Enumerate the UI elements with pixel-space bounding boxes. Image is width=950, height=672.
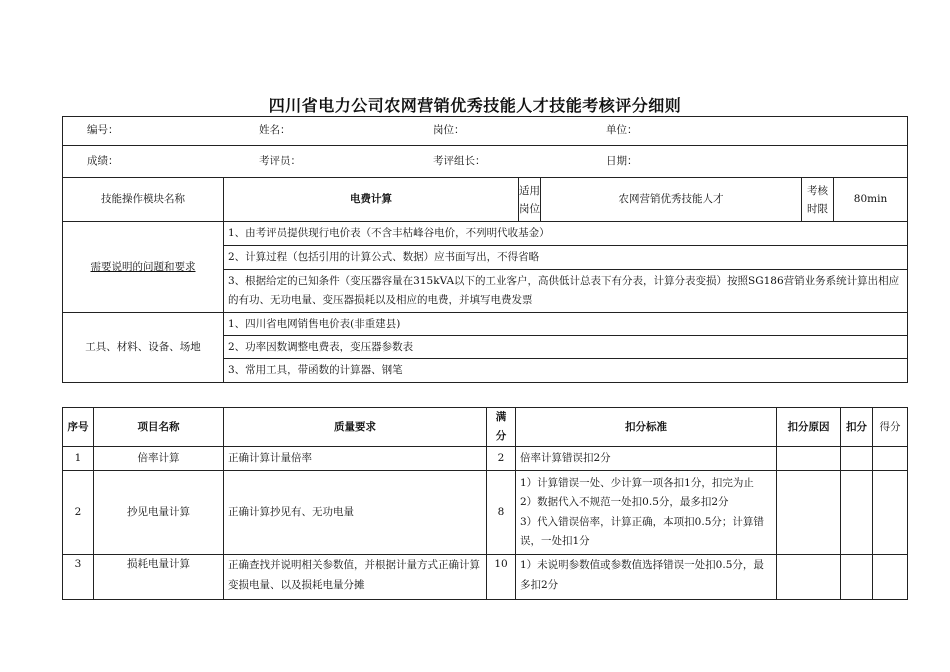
post-label: 适用 岗位	[519, 178, 541, 222]
tools-label: 工具、材料、设备、场地	[63, 313, 224, 383]
tools-item: 2、功率因数调整电费表，变压器参数表	[224, 336, 908, 359]
row-deduct-points	[841, 447, 873, 471]
row-deduct-points	[841, 471, 873, 555]
row-score	[873, 447, 908, 471]
header-deduct-reason: 扣分原因	[777, 408, 841, 447]
row-deduct: 倍率计算错误扣2分	[516, 447, 777, 471]
row-no: 2	[63, 471, 94, 555]
unit-field-label: 单位：	[606, 124, 638, 136]
row-deduct-points	[841, 555, 873, 600]
module-value: 电费计算	[224, 178, 519, 222]
tools-row-1	[63, 313, 908, 336]
row-no: 3	[63, 555, 94, 600]
table-row	[63, 447, 908, 471]
row-quality: 正确计算计量倍率	[224, 447, 487, 471]
table-row	[63, 471, 908, 555]
row-reason	[777, 447, 841, 471]
header-table	[62, 116, 908, 383]
row-deduct: 1）计算错误一处、少计算一项各扣1分，扣完为止 2）数据代入不规范一处扣0.5分，最多扣2分 3）代入错误倍率，计算正确，本项扣0.5分；计算错误，一处扣1分	[516, 471, 777, 555]
row-item: 损耗电量计算	[94, 555, 224, 600]
header-no: 序号	[63, 408, 94, 447]
tools-item: 3、常用工具，带函数的计算器、钢笔	[224, 359, 908, 383]
requirement-item: 3、根据给定的已知条件（变压器容量在315kVA以下的工业客户，高供低计总表下有分表，计算分表变损）按照SG186营销业务系统计算出相应的有功、无功电量、变压器损耗以及相应的电费，并填写电费发票	[224, 270, 908, 313]
name-field-label: 姓名：	[259, 124, 291, 136]
page-title: 四川省电力公司农网营销优秀技能人才技能考核评分细则	[268, 96, 682, 115]
row-reason	[777, 555, 841, 600]
row-quality: 正确计算抄见有、无功电量	[224, 471, 487, 555]
row-score	[873, 555, 908, 600]
row-item: 倍率计算	[94, 447, 224, 471]
post-field-label: 岗位：	[433, 124, 465, 136]
info-row-1	[63, 117, 908, 146]
row-full: 8	[487, 471, 516, 555]
date-field-label: 日期：	[606, 155, 638, 167]
header-deduct: 扣分	[841, 408, 873, 447]
row-full: 2	[487, 447, 516, 471]
row-deduct: 1）未说明参数值或参数值选择错误一处扣0.5分，最多扣2分	[516, 555, 777, 600]
time-label: 考核 时限	[802, 178, 834, 222]
row-item: 抄见电量计算	[94, 471, 224, 555]
requirements-label: 需要说明的问题和要求	[90, 260, 196, 273]
score-field-label: 成绩：	[87, 155, 119, 167]
post-value: 农网营销优秀技能人才	[541, 178, 802, 222]
score-table	[62, 407, 908, 600]
requirement-row-1	[63, 222, 908, 246]
info-row-2	[63, 146, 908, 178]
row-score	[873, 471, 908, 555]
row-quality: 正确查找并说明相关参数值，并根据计量方式正确计算变损电量、以及损耗电量分摊	[224, 555, 487, 600]
table-row	[63, 555, 908, 600]
module-label: 技能操作模块名称	[63, 178, 224, 222]
requirement-item: 2、计算过程（包括引用的计算公式、数据）应书面写出，不得省略	[224, 246, 908, 270]
row-reason	[777, 471, 841, 555]
number-field-label: 编号：	[87, 124, 119, 136]
header-score: 得分	[873, 408, 908, 447]
examiner-field-label: 考评员：	[259, 155, 301, 167]
leader-field-label: 考评组长：	[433, 155, 486, 167]
tools-item: 1、四川省电网销售电价表(非重建县)	[224, 313, 908, 336]
requirement-item: 1、由考评员提供现行电价表（不含丰枯峰谷电价，不列明代收基金）	[224, 222, 908, 246]
module-row	[63, 178, 908, 222]
row-full: 10	[487, 555, 516, 600]
requirements-label-cell	[63, 222, 224, 313]
header-item: 项目名称	[94, 408, 224, 447]
header-full: 满分	[487, 408, 516, 447]
header-deduct-standard: 扣分标准	[516, 408, 777, 447]
time-value: 80min	[834, 178, 908, 222]
score-header-row	[63, 408, 908, 447]
header-quality: 质量要求	[224, 408, 487, 447]
row-no: 1	[63, 447, 94, 471]
